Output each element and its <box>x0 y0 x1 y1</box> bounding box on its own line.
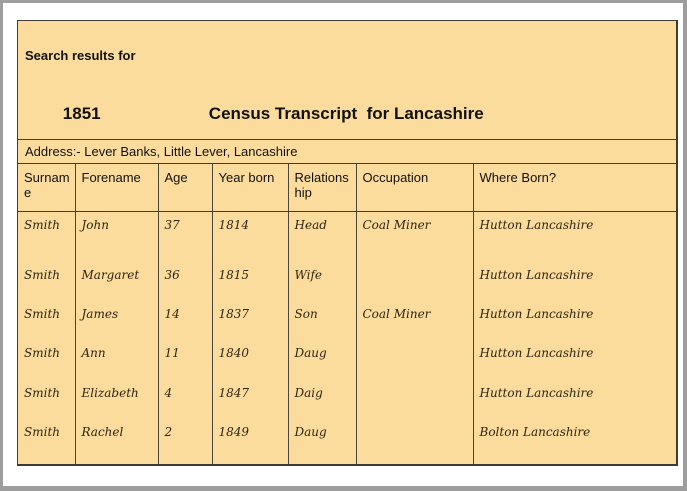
cell-relationship: Daug <box>288 346 356 385</box>
cell-surname: Smith <box>18 307 75 346</box>
page-title <box>25 84 676 144</box>
table-row <box>18 211 676 268</box>
cell-where-born: Hutton Lancashire <box>479 217 594 232</box>
cell-year-born: 1815 <box>212 268 288 307</box>
cell-occupation <box>356 386 473 425</box>
cell-year-born: 1837 <box>212 307 288 346</box>
table-row <box>18 386 676 425</box>
cell-forename: John <box>75 211 158 268</box>
cell-surname: Smith <box>18 386 75 425</box>
cell-relationship: Son <box>288 307 356 346</box>
cell-year-born: 1814 <box>212 211 288 268</box>
cell-occupation: Coal Miner <box>356 307 473 346</box>
cell-where-born: Hutton Lancashire <box>479 385 594 400</box>
census-year: 1851 <box>62 104 101 123</box>
cell-age: 36 <box>158 268 212 307</box>
cell-occupation: Coal Miner <box>356 211 473 268</box>
search-results-label: Search results for <box>25 48 136 63</box>
cell-surname: Smith <box>18 211 75 268</box>
cell-occupation <box>356 346 473 385</box>
cell-relationship: Wife <box>288 268 356 307</box>
census-table <box>18 164 676 464</box>
cell-year-born: 1847 <box>212 386 288 425</box>
cell-forename: Margaret <box>75 268 158 307</box>
column-header-where-born: Where Born? <box>473 164 676 211</box>
cell-age: 2 <box>158 425 212 464</box>
cell-where-born: Hutton Lancashire <box>479 267 594 282</box>
cell-where-born: Hutton Lancashire <box>479 307 594 322</box>
results-header <box>18 21 676 140</box>
cell-age: 11 <box>158 346 212 385</box>
table-row <box>18 307 676 346</box>
cell-occupation <box>356 425 473 464</box>
address-line: Address:- Lever Banks, Little Lever, Lancashire <box>18 140 676 164</box>
cell-occupation <box>356 268 473 307</box>
cell-forename: Elizabeth <box>75 386 158 425</box>
column-header-relationship: Relationship <box>288 164 356 211</box>
table-row <box>18 346 676 385</box>
column-header-age: Age <box>158 164 212 211</box>
cell-age: 14 <box>158 307 212 346</box>
cell-where-born: Bolton Lancashire <box>479 424 591 439</box>
column-header-occupation: Occupation <box>356 164 473 211</box>
table-row <box>18 425 676 464</box>
cell-surname: Smith <box>18 425 75 464</box>
header-row <box>18 164 676 211</box>
census-title: Census Transcript for Lancashire <box>208 104 484 123</box>
cell-forename: James <box>75 307 158 346</box>
cell-year-born: 1840 <box>212 346 288 385</box>
table-body <box>18 211 676 464</box>
cell-relationship: Head <box>288 211 356 268</box>
cell-age: 37 <box>158 211 212 268</box>
cell-age: 4 <box>158 386 212 425</box>
cell-surname: Smith <box>18 268 75 307</box>
table-header <box>18 164 676 211</box>
census-results-panel <box>17 20 678 466</box>
column-header-forename: Forename <box>75 164 158 211</box>
column-header-surname: Surname <box>18 164 75 211</box>
cell-forename: Ann <box>75 346 158 385</box>
cell-forename: Rachel <box>75 425 158 464</box>
cell-relationship: Daug <box>288 425 356 464</box>
cell-relationship: Daig <box>288 386 356 425</box>
cell-where-born: Hutton Lancashire <box>479 346 594 361</box>
cell-surname: Smith <box>18 346 75 385</box>
column-header-year-born: Year born <box>212 164 288 211</box>
table-row <box>18 268 676 307</box>
cell-year-born: 1849 <box>212 425 288 464</box>
